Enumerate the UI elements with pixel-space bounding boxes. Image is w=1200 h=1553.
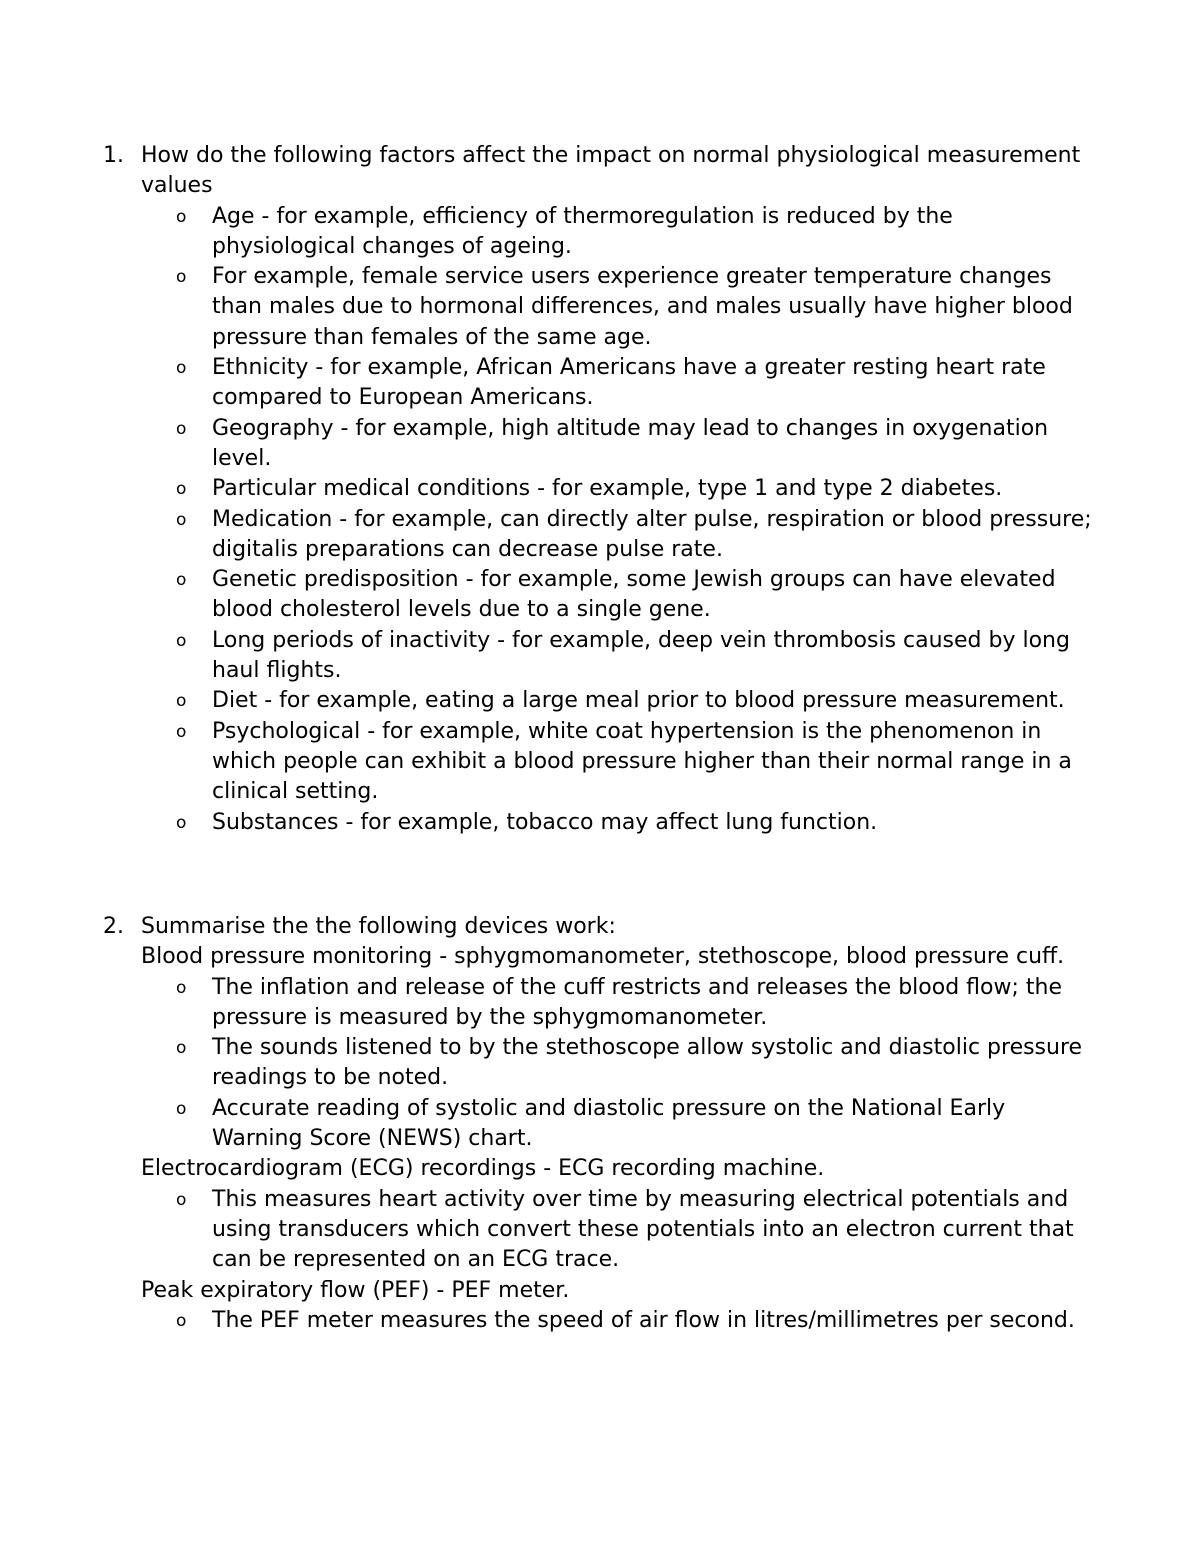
list-item (103, 474, 1093, 504)
device-list-blood-pressure (103, 973, 1093, 1155)
bullet-icon: o (176, 1098, 187, 1119)
list-item-text: This measures heart activity over time by measuring electrical potentials and using transducers which convert these potentials into an electron current that can be represented on an ECG trace. (212, 1186, 1074, 1273)
bullet-icon: o (176, 1310, 187, 1331)
bullet-icon: o (176, 418, 187, 439)
device-heading-ecg: Electrocardiogram (ECG) recordings - ECG recording machine. (141, 1156, 825, 1182)
list-item (103, 1306, 1093, 1336)
bullet-icon: o (176, 267, 187, 288)
list-item (103, 973, 1093, 1034)
bullet-icon: o (176, 812, 187, 833)
device-list-ecg (103, 1185, 1093, 1276)
list-item-text: The PEF meter measures the speed of air flow in litres/millimetres per second. (212, 1307, 1075, 1333)
list-item-text: Long periods of inactivity - for example, deep vein thrombosis caused by long haul flights. (212, 627, 1070, 684)
bullet-icon: o (176, 977, 187, 998)
list-item-text: Particular medical conditions - for example, type 1 and type 2 diabetes. (212, 476, 1003, 502)
list-item (103, 414, 1093, 475)
list-item-text: Geography - for example, high altitude may lead to changes in oxygenation level. (212, 415, 1049, 471)
list-item (103, 1185, 1093, 1276)
list-item-text: Substances - for example, tobacco may affect lung function. (212, 809, 878, 835)
list-item-text: Genetic predisposition - for example, some Jewish groups can have elevated blood cholesterol levels due to a single gene. (212, 567, 1056, 623)
question-1 (103, 141, 1093, 838)
bullet-icon: o (176, 691, 187, 712)
list-item-text: Age - for example, efficiency of thermoregulation is reduced by the physiological changes of ageing. (212, 203, 953, 259)
list-item (103, 686, 1093, 716)
bullet-icon: o (176, 509, 187, 530)
device-list-pef (103, 1306, 1093, 1336)
bullet-icon: o (176, 479, 187, 500)
factor-list (103, 202, 1093, 838)
list-item-text: The sounds listened to by the stethoscope allow systolic and diastolic pressure readings to be noted. (212, 1035, 1083, 1091)
list-item (103, 1033, 1093, 1094)
list-item (103, 505, 1093, 566)
list-item-text: Psychological - for example, white coat hypertension is the phenomenon in which people can exhibit a blood pressure higher than their normal range in a clinical setting. (212, 718, 1072, 805)
question-heading (103, 141, 1093, 202)
bullet-icon: o (176, 358, 187, 379)
question-number: 1. (103, 143, 124, 168)
bullet-icon: o (176, 1038, 187, 1059)
question-text: How do the following factors affect the impact on normal physiological measurement values (141, 143, 1081, 199)
list-item (103, 626, 1093, 687)
list-item-text: Diet - for example, eating a large meal prior to blood pressure measurement. (212, 688, 1065, 714)
question-number: 2. (103, 914, 124, 939)
bullet-icon: o (176, 206, 187, 227)
list-item (103, 353, 1093, 414)
bullet-icon: o (176, 570, 187, 591)
list-item (103, 262, 1093, 353)
list-item-text: The inflation and release of the cuff restricts and releases the blood flow; the pressure is measured by the sphygmomanometer. (212, 974, 1062, 1030)
list-item-text: For example, female service users experience greater temperature changes than males due to hormonal differences, and males usually have higher blood pressure than females of the same age. (212, 264, 1073, 350)
question-text: Summarise the the following devices work: (141, 914, 616, 939)
list-item (103, 565, 1093, 626)
list-item-text: Ethnicity - for example, African Americans have a greater resting heart rate compared to European Americans. (212, 355, 1046, 411)
list-item (103, 1094, 1093, 1155)
list-item (103, 202, 1093, 263)
bullet-icon: o (176, 1189, 187, 1210)
list-item-text: Medication - for example, can directly alter pulse, respiration or blood pressure; digitalis preparations can decrease pulse rate. (212, 506, 1092, 562)
list-item (103, 808, 1093, 838)
list-item (103, 717, 1093, 808)
device-heading-pef: Peak expiratory flow (PEF) - PEF meter. (141, 1277, 570, 1303)
question-heading (103, 912, 1093, 942)
question-2 (103, 912, 1093, 1336)
device-heading-blood-pressure: Blood pressure monitoring - sphygmomanometer, stethoscope, blood pressure cuff. (141, 944, 1065, 970)
list-item-text: Accurate reading of systolic and diastolic pressure on the National Early Warning Score (NEWS) chart. (212, 1095, 1006, 1152)
bullet-icon: o (176, 630, 187, 651)
bullet-icon: o (176, 721, 187, 742)
